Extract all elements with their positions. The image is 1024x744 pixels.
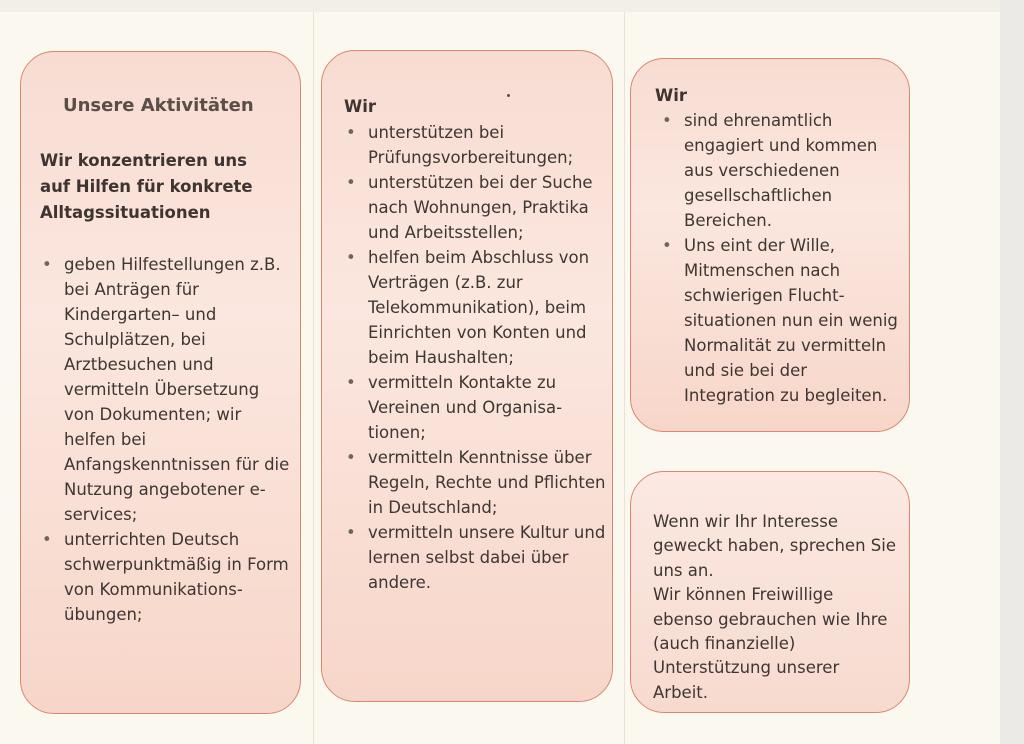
- list-item: • unterrichten Deutsch schwerpunktmäßig in Form von Kommunikations-übungen;: [40, 527, 290, 627]
- fold-line-left: [313, 12, 314, 744]
- list-item: • helfen beim Abschluss von Verträgen (z.B. zur Telekommunikation), beim Einrichten von Konten und beim Haushalten;: [344, 245, 606, 370]
- scan-background: [1000, 0, 1024, 744]
- list-item: • vermitteln Kenntnisse über Regeln, Rechte und Pflichten in Deutschland;: [344, 445, 606, 520]
- support-list: [344, 120, 606, 595]
- list-item: • Uns eint der Wille, Mitmenschen nach schwierigen Flucht-situationen nun ein wenig Normalität zu vermitteln und sie bei der Integration zu begleiten.: [660, 233, 900, 408]
- list-item: • sind ehrenamtlich engagiert und kommen aus verschiedenen gesellschaftlichen Bereichen.: [660, 108, 900, 233]
- activities-list: [40, 252, 290, 627]
- activities-heading: Unsere Aktivitäten: [63, 95, 254, 116]
- list-item: • unterstützen bei der Suche nach Wohnungen, Praktika und Arbeitsstellen;: [344, 170, 606, 245]
- we-label-right: Wir: [655, 86, 687, 105]
- list-item: • unterstützen bei Prüfungsvorbereitungen;: [344, 120, 606, 170]
- fold-line-right: [624, 12, 625, 744]
- ink-dot: [507, 94, 510, 97]
- contact-line-1: Wenn wir Ihr Interesse geweckt haben, sprechen Sie uns an.: [653, 512, 896, 580]
- about-list: [660, 108, 900, 408]
- we-label-middle: Wir: [344, 97, 376, 116]
- list-item: • geben Hilfestellungen z.B. bei Anträgen für Kindergarten– und Schulplätzen, bei Arztbesuchen und vermitteln Übersetzung von Dokumenten; wir helfen bei Anfangskenntnissen für die Nutzung angebotener e-services;: [40, 252, 290, 527]
- contact-line-2: Wir können Freiwillige ebenso gebrauchen wie Ihre (auch finanzielle) Unterstützung unserer Arbeit.: [653, 585, 888, 702]
- list-item: • vermitteln unsere Kultur und lernen selbst dabei über andere.: [344, 520, 606, 595]
- contact-text: [653, 510, 898, 705]
- activities-subheading: Wir konzentrieren uns auf Hilfen für konkrete Alltagssituationen: [40, 151, 253, 222]
- list-item: • vermitteln Kontakte zu Vereinen und Organisa-tionen;: [344, 370, 606, 445]
